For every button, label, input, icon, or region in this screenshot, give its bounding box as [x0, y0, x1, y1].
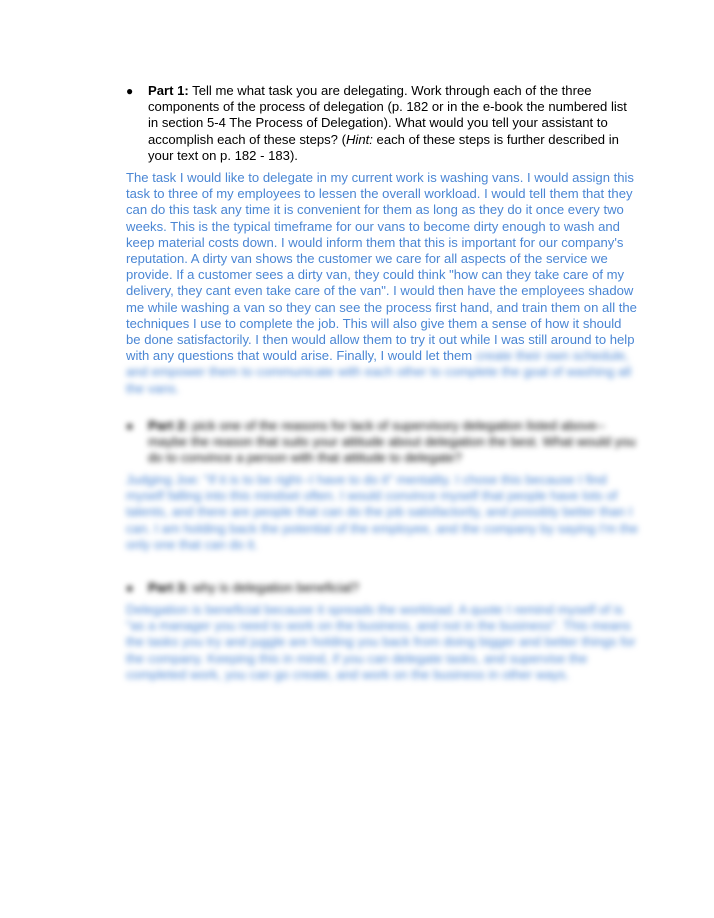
part3-label: Part 3:: [148, 580, 189, 595]
part3-question: [126, 580, 638, 596]
part1-answer: [126, 170, 638, 397]
part1-answer-text: The task I would like to delegate in my current work is washing vans. I would assign this task to three of my employees to lessen the overall workload. I would tell them that they can do this task any time it is convenient for them as long as they do it once every two weeks. This is the typical timeframe for our vans to become dirty enough to wash and keep material costs down. I would inform them that this is important for our company's reputation. A dirty van shows the customer we care for all aspects of the service we provide. If a customer sees a dirty van, they could think "how can they take care of my delivery, they cant even take care of the van". I would then have the employees shadow me while washing a van so they can see the process first hand, and train them on all the techniques I use to complete the job. This will also give them a sense of how it should be done satisfactorily. I then would allow them to try it out while I was still around to help with any questions that would arise. Finally, I would let them: [126, 170, 637, 364]
part3-text: why is delegation beneficial?: [188, 580, 360, 595]
part1-answer-blurred: create their own schedule, and empower them to communicate with each other to complete the goal of washing all the vans.: [126, 348, 632, 396]
bullet-icon: ●: [126, 419, 134, 433]
part2-answer-text: Judging Joe: "If it is to be right--I have to do it" mentality. I chose this because I find myself falling into this mindset often. I would convince myself that people have lots of talents, and there are people that can do the job satisfactorily, and possibly better than I can. I am holding back the potential of the employee, and the company by saying I'm the only one that can do it.: [126, 472, 639, 552]
part1-label: Part 1:: [148, 83, 189, 98]
part2-label: Part 2:: [148, 418, 189, 433]
bullet-icon: ●: [126, 581, 134, 595]
part1-text: Tell me what task you are delegating. Work through each of the three components of the process of delegation (p. 182 or in the e-book the numbered list in section 5-4 The Process of Delegation). What would you tell your assistant to accomplish each of these steps? (: [148, 83, 627, 147]
part3-answer-text: Delegation is beneficial because it spreads the workload. A quote I remind myself of is "as a manager you need to work on the business, and not in the business". This means the tasks you try and juggle are holding you back from doing bigger and better things for the company. Keeping this in mind, if you can delegate tasks, and supervise the completed work, you can go create, and work on the business in other ways.: [126, 602, 636, 682]
part1-question: [126, 83, 638, 164]
part2-text: pick one of the reasons for lack of supervisory delegation listed above--maybe the reason that suits your attitude about delegation the best. What would you do to convince a person with that attitude to delegate?: [148, 418, 636, 466]
part3-answer: [126, 602, 638, 683]
part2-question: [126, 418, 638, 467]
hint-label: Hint:: [345, 131, 373, 147]
bullet-icon: ●: [126, 84, 134, 98]
part2-answer: [126, 472, 638, 553]
part1-text-end: each of these steps is further described in your text on p. 182 - 183).: [148, 131, 619, 163]
